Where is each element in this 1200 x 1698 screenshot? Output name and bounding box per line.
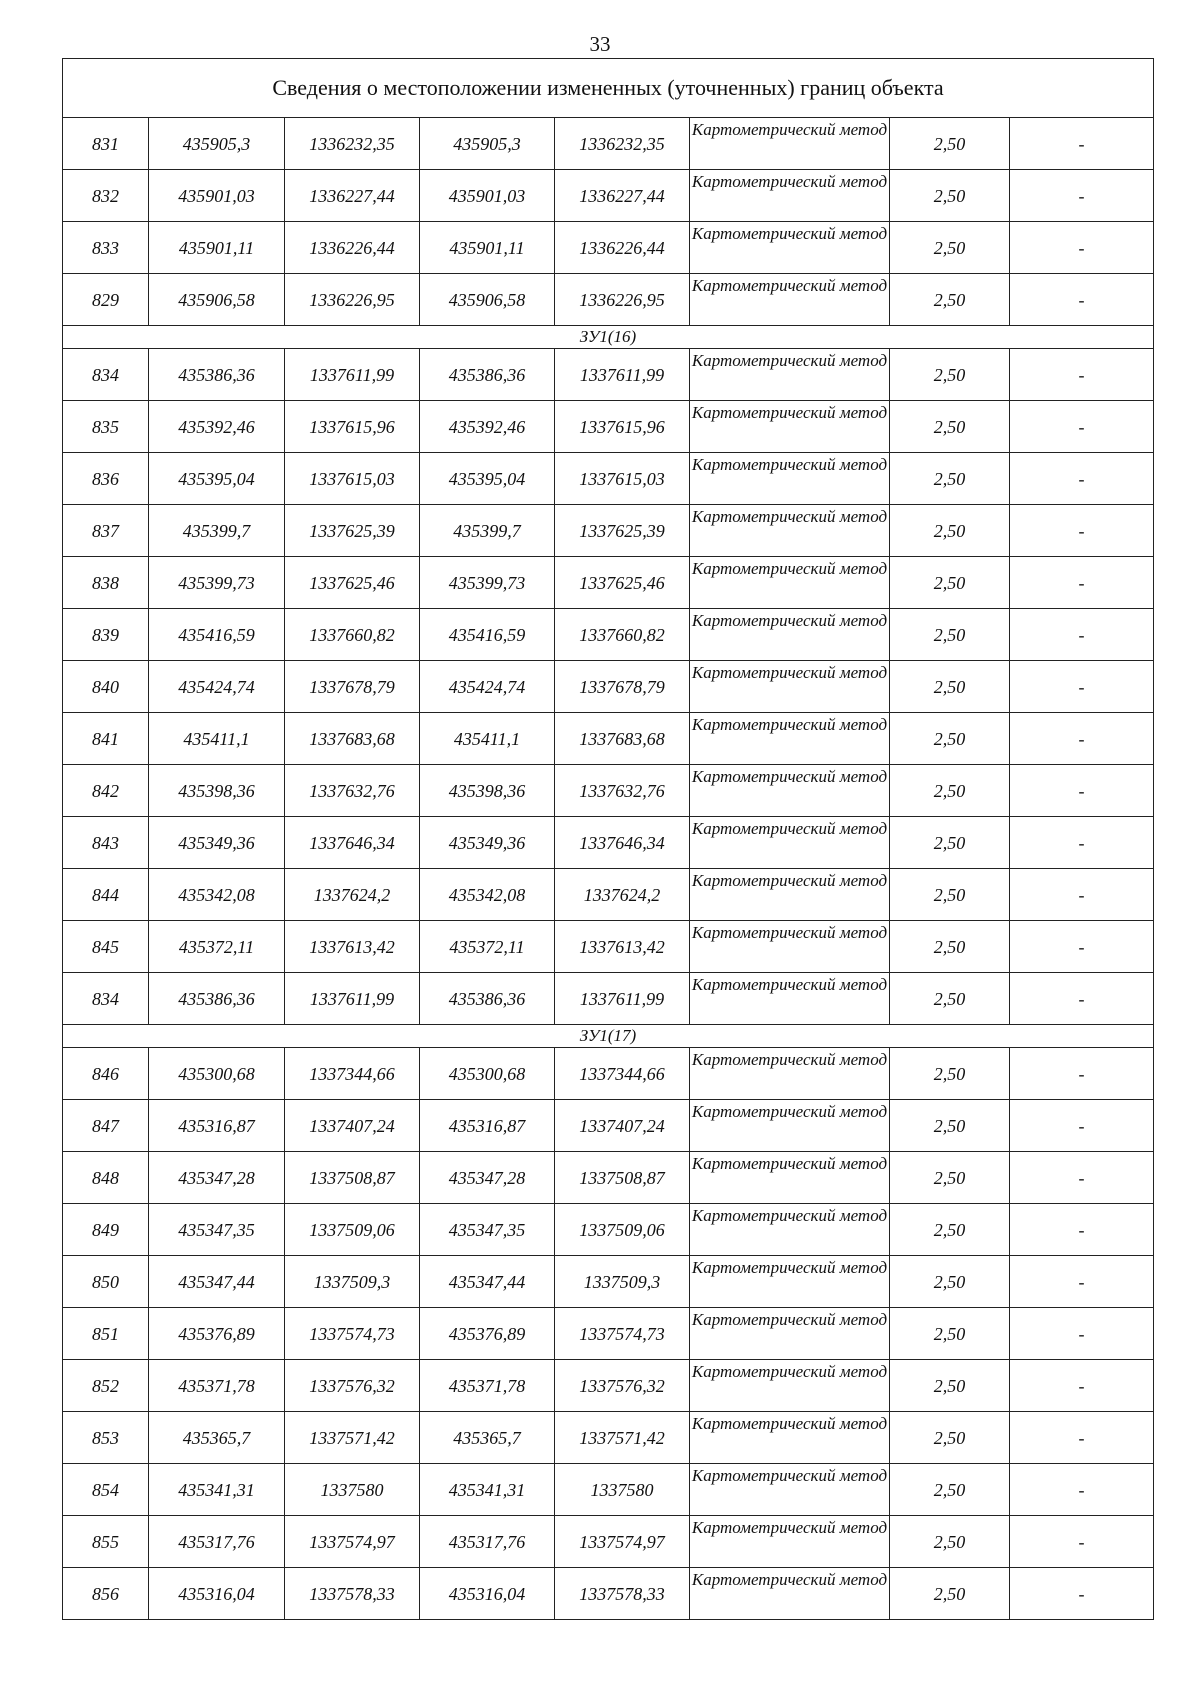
description-cell: -: [1010, 118, 1154, 170]
point-number-cell: 840: [63, 661, 149, 713]
table-row: [63, 170, 1154, 222]
description-cell: -: [1010, 453, 1154, 505]
table-row: [63, 557, 1154, 609]
table-row: [63, 274, 1154, 326]
accuracy-cell: 2,50: [890, 921, 1010, 973]
refined-y-cell: 1337683,68: [555, 713, 690, 765]
description-cell: -: [1010, 349, 1154, 401]
refined-y-cell: 1337407,24: [555, 1100, 690, 1152]
accuracy-cell: 2,50: [890, 869, 1010, 921]
accuracy-cell: 2,50: [890, 1360, 1010, 1412]
refined-x-cell: 435316,87: [420, 1100, 555, 1152]
refined-x-cell: 435317,76: [420, 1516, 555, 1568]
refined-y-cell: 1337624,2: [555, 869, 690, 921]
point-number-cell: 833: [63, 222, 149, 274]
table-row: [63, 1568, 1154, 1620]
method-cell: Картометрический метод: [690, 453, 890, 505]
refined-x-cell: 435347,44: [420, 1256, 555, 1308]
method-cell: Картометрический метод: [690, 274, 890, 326]
existing-y-cell: 1337574,73: [285, 1308, 420, 1360]
description-cell: -: [1010, 973, 1154, 1025]
refined-y-cell: 1337646,34: [555, 817, 690, 869]
table-row: [63, 1048, 1154, 1100]
description-cell: -: [1010, 1152, 1154, 1204]
table-row: [63, 661, 1154, 713]
existing-x-cell: 435906,58: [149, 274, 285, 326]
table-row: [63, 765, 1154, 817]
existing-y-cell: 1337580: [285, 1464, 420, 1516]
existing-y-cell: 1337611,99: [285, 349, 420, 401]
refined-y-cell: 1337660,82: [555, 609, 690, 661]
accuracy-cell: 2,50: [890, 118, 1010, 170]
refined-y-cell: 1337632,76: [555, 765, 690, 817]
table-row: [63, 973, 1154, 1025]
description-cell: -: [1010, 222, 1154, 274]
refined-x-cell: 435906,58: [420, 274, 555, 326]
accuracy-cell: 2,50: [890, 557, 1010, 609]
table-row: [63, 1308, 1154, 1360]
existing-y-cell: 1337632,76: [285, 765, 420, 817]
table-row: [63, 222, 1154, 274]
existing-x-cell: 435376,89: [149, 1308, 285, 1360]
refined-x-cell: 435349,36: [420, 817, 555, 869]
existing-x-cell: 435386,36: [149, 349, 285, 401]
table-row: [63, 118, 1154, 170]
existing-x-cell: 435372,11: [149, 921, 285, 973]
table-row: [63, 1100, 1154, 1152]
method-cell: Картометрический метод: [690, 1048, 890, 1100]
point-number-cell: 855: [63, 1516, 149, 1568]
description-cell: -: [1010, 1100, 1154, 1152]
page-number: 33: [589, 32, 611, 56]
existing-y-cell: 1337578,33: [285, 1568, 420, 1620]
existing-x-cell: 435392,46: [149, 401, 285, 453]
accuracy-cell: 2,50: [890, 453, 1010, 505]
refined-x-cell: 435300,68: [420, 1048, 555, 1100]
refined-x-cell: 435371,78: [420, 1360, 555, 1412]
table-row: [63, 1360, 1154, 1412]
method-cell: Картометрический метод: [690, 817, 890, 869]
accuracy-cell: 2,50: [890, 609, 1010, 661]
method-cell: Картометрический метод: [690, 1360, 890, 1412]
refined-y-cell: 1337580: [555, 1464, 690, 1516]
method-cell: Картометрический метод: [690, 1256, 890, 1308]
refined-y-cell: 1337571,42: [555, 1412, 690, 1464]
accuracy-cell: 2,50: [890, 1412, 1010, 1464]
existing-x-cell: 435901,11: [149, 222, 285, 274]
method-cell: Картометрический метод: [690, 1516, 890, 1568]
accuracy-cell: 2,50: [890, 973, 1010, 1025]
method-cell: Картометрический метод: [690, 1152, 890, 1204]
method-cell: Картометрический метод: [690, 1308, 890, 1360]
method-cell: Картометрический метод: [690, 118, 890, 170]
method-cell: Картометрический метод: [690, 1464, 890, 1516]
existing-y-cell: 1337613,42: [285, 921, 420, 973]
refined-x-cell: 435347,35: [420, 1204, 555, 1256]
existing-x-cell: 435399,73: [149, 557, 285, 609]
existing-y-cell: 1337574,97: [285, 1516, 420, 1568]
point-number-cell: 854: [63, 1464, 149, 1516]
description-cell: -: [1010, 869, 1154, 921]
table-row: [63, 609, 1154, 661]
accuracy-cell: 2,50: [890, 713, 1010, 765]
point-number-cell: 841: [63, 713, 149, 765]
existing-y-cell: 1336226,44: [285, 222, 420, 274]
method-cell: Картометрический метод: [690, 661, 890, 713]
refined-y-cell: 1337611,99: [555, 973, 690, 1025]
refined-y-cell: 1337613,42: [555, 921, 690, 973]
table-row: [63, 817, 1154, 869]
description-cell: -: [1010, 765, 1154, 817]
point-number-cell: 836: [63, 453, 149, 505]
refined-x-cell: 435347,28: [420, 1152, 555, 1204]
refined-x-cell: 435416,59: [420, 609, 555, 661]
description-cell: -: [1010, 170, 1154, 222]
point-number-cell: 845: [63, 921, 149, 973]
existing-y-cell: 1337625,39: [285, 505, 420, 557]
existing-x-cell: 435349,36: [149, 817, 285, 869]
point-number-cell: 856: [63, 1568, 149, 1620]
accuracy-cell: 2,50: [890, 1568, 1010, 1620]
accuracy-cell: 2,50: [890, 1464, 1010, 1516]
table-row: [63, 1204, 1154, 1256]
point-number-cell: 851: [63, 1308, 149, 1360]
point-number-cell: 831: [63, 118, 149, 170]
point-number-cell: 846: [63, 1048, 149, 1100]
refined-x-cell: 435399,73: [420, 557, 555, 609]
existing-x-cell: 435316,87: [149, 1100, 285, 1152]
description-cell: -: [1010, 401, 1154, 453]
existing-y-cell: 1337615,03: [285, 453, 420, 505]
accuracy-cell: 2,50: [890, 349, 1010, 401]
point-number-cell: 853: [63, 1412, 149, 1464]
refined-x-cell: 435386,36: [420, 973, 555, 1025]
refined-y-cell: 1337615,96: [555, 401, 690, 453]
accuracy-cell: 2,50: [890, 505, 1010, 557]
existing-y-cell: 1337508,87: [285, 1152, 420, 1204]
accuracy-cell: 2,50: [890, 765, 1010, 817]
accuracy-cell: 2,50: [890, 274, 1010, 326]
refined-y-cell: 1337509,06: [555, 1204, 690, 1256]
table-row: [63, 1516, 1154, 1568]
method-cell: Картометрический метод: [690, 713, 890, 765]
point-number-cell: 832: [63, 170, 149, 222]
section-header-row: [63, 326, 1154, 349]
point-number-cell: 834: [63, 973, 149, 1025]
accuracy-cell: 2,50: [890, 1100, 1010, 1152]
description-cell: -: [1010, 1204, 1154, 1256]
existing-y-cell: 1337509,3: [285, 1256, 420, 1308]
accuracy-cell: 2,50: [890, 817, 1010, 869]
description-cell: -: [1010, 713, 1154, 765]
accuracy-cell: 2,50: [890, 1308, 1010, 1360]
existing-y-cell: 1337678,79: [285, 661, 420, 713]
refined-y-cell: 1337576,32: [555, 1360, 690, 1412]
method-cell: Картометрический метод: [690, 1100, 890, 1152]
point-number-cell: 837: [63, 505, 149, 557]
method-cell: Картометрический метод: [690, 557, 890, 609]
method-cell: Картометрический метод: [690, 401, 890, 453]
description-cell: -: [1010, 1412, 1154, 1464]
existing-y-cell: 1337576,32: [285, 1360, 420, 1412]
existing-y-cell: 1337344,66: [285, 1048, 420, 1100]
table-row: [63, 1152, 1154, 1204]
existing-x-cell: 435347,35: [149, 1204, 285, 1256]
refined-x-cell: 435901,11: [420, 222, 555, 274]
point-number-cell: 829: [63, 274, 149, 326]
table-title: Сведения о местоположении измененных (уточненных) границ объекта: [63, 59, 1154, 118]
table-title-row: [63, 59, 1154, 118]
point-number-cell: 849: [63, 1204, 149, 1256]
accuracy-cell: 2,50: [890, 661, 1010, 713]
description-cell: -: [1010, 921, 1154, 973]
accuracy-cell: 2,50: [890, 1256, 1010, 1308]
refined-x-cell: 435905,3: [420, 118, 555, 170]
refined-y-cell: 1337574,97: [555, 1516, 690, 1568]
refined-x-cell: 435395,04: [420, 453, 555, 505]
table-row: [63, 869, 1154, 921]
existing-x-cell: 435317,76: [149, 1516, 285, 1568]
accuracy-cell: 2,50: [890, 222, 1010, 274]
existing-x-cell: 435341,31: [149, 1464, 285, 1516]
section-header-row: [63, 1025, 1154, 1048]
refined-x-cell: 435386,36: [420, 349, 555, 401]
refined-y-cell: 1337611,99: [555, 349, 690, 401]
refined-x-cell: 435372,11: [420, 921, 555, 973]
refined-x-cell: 435392,46: [420, 401, 555, 453]
description-cell: -: [1010, 1360, 1154, 1412]
description-cell: -: [1010, 505, 1154, 557]
description-cell: -: [1010, 274, 1154, 326]
method-cell: Картометрический метод: [690, 505, 890, 557]
existing-x-cell: 435395,04: [149, 453, 285, 505]
refined-y-cell: 1337678,79: [555, 661, 690, 713]
existing-x-cell: 435371,78: [149, 1360, 285, 1412]
description-cell: -: [1010, 1308, 1154, 1360]
description-cell: -: [1010, 1048, 1154, 1100]
description-cell: -: [1010, 609, 1154, 661]
refined-x-cell: 435316,04: [420, 1568, 555, 1620]
point-number-cell: 848: [63, 1152, 149, 1204]
existing-x-cell: 435905,3: [149, 118, 285, 170]
section-label: ЗУ1(17): [63, 1025, 1154, 1048]
accuracy-cell: 2,50: [890, 1048, 1010, 1100]
refined-y-cell: 1337625,46: [555, 557, 690, 609]
method-cell: Картометрический метод: [690, 921, 890, 973]
table-row: [63, 505, 1154, 557]
existing-y-cell: 1337646,34: [285, 817, 420, 869]
refined-x-cell: 435341,31: [420, 1464, 555, 1516]
method-cell: Картометрический метод: [690, 869, 890, 921]
existing-y-cell: 1337509,06: [285, 1204, 420, 1256]
description-cell: -: [1010, 1516, 1154, 1568]
table-row: [63, 401, 1154, 453]
description-cell: -: [1010, 817, 1154, 869]
existing-y-cell: 1337611,99: [285, 973, 420, 1025]
table-row: [63, 349, 1154, 401]
refined-y-cell: 1337578,33: [555, 1568, 690, 1620]
boundary-coordinates-table: [62, 58, 1154, 1620]
description-cell: -: [1010, 557, 1154, 609]
point-number-cell: 843: [63, 817, 149, 869]
existing-x-cell: 435399,7: [149, 505, 285, 557]
refined-x-cell: 435424,74: [420, 661, 555, 713]
point-number-cell: 839: [63, 609, 149, 661]
accuracy-cell: 2,50: [890, 170, 1010, 222]
refined-y-cell: 1337509,3: [555, 1256, 690, 1308]
existing-x-cell: 435347,28: [149, 1152, 285, 1204]
existing-x-cell: 435386,36: [149, 973, 285, 1025]
existing-y-cell: 1337615,96: [285, 401, 420, 453]
existing-y-cell: 1337660,82: [285, 609, 420, 661]
point-number-cell: 834: [63, 349, 149, 401]
description-cell: -: [1010, 1256, 1154, 1308]
method-cell: Картометрический метод: [690, 609, 890, 661]
existing-y-cell: 1337624,2: [285, 869, 420, 921]
accuracy-cell: 2,50: [890, 1516, 1010, 1568]
accuracy-cell: 2,50: [890, 401, 1010, 453]
existing-x-cell: 435365,7: [149, 1412, 285, 1464]
table-row: [63, 921, 1154, 973]
existing-y-cell: 1337407,24: [285, 1100, 420, 1152]
existing-y-cell: 1337571,42: [285, 1412, 420, 1464]
existing-y-cell: 1336227,44: [285, 170, 420, 222]
refined-y-cell: 1337508,87: [555, 1152, 690, 1204]
point-number-cell: 852: [63, 1360, 149, 1412]
existing-y-cell: 1336232,35: [285, 118, 420, 170]
refined-x-cell: 435901,03: [420, 170, 555, 222]
method-cell: Картометрический метод: [690, 170, 890, 222]
refined-y-cell: 1336232,35: [555, 118, 690, 170]
table-body: [63, 59, 1154, 1620]
refined-y-cell: 1336226,95: [555, 274, 690, 326]
point-number-cell: 850: [63, 1256, 149, 1308]
existing-y-cell: 1336226,95: [285, 274, 420, 326]
refined-x-cell: 435342,08: [420, 869, 555, 921]
table-row: [63, 713, 1154, 765]
existing-x-cell: 435424,74: [149, 661, 285, 713]
description-cell: -: [1010, 661, 1154, 713]
method-cell: Картометрический метод: [690, 973, 890, 1025]
method-cell: Картометрический метод: [690, 349, 890, 401]
refined-x-cell: 435365,7: [420, 1412, 555, 1464]
point-number-cell: 835: [63, 401, 149, 453]
refined-y-cell: 1337574,73: [555, 1308, 690, 1360]
existing-x-cell: 435901,03: [149, 170, 285, 222]
existing-x-cell: 435411,1: [149, 713, 285, 765]
existing-x-cell: 435300,68: [149, 1048, 285, 1100]
table-row: [63, 1256, 1154, 1308]
refined-x-cell: 435411,1: [420, 713, 555, 765]
point-number-cell: 838: [63, 557, 149, 609]
refined-x-cell: 435376,89: [420, 1308, 555, 1360]
refined-y-cell: 1337615,03: [555, 453, 690, 505]
existing-x-cell: 435316,04: [149, 1568, 285, 1620]
existing-x-cell: 435416,59: [149, 609, 285, 661]
method-cell: Картометрический метод: [690, 1568, 890, 1620]
existing-x-cell: 435398,36: [149, 765, 285, 817]
table-row: [63, 453, 1154, 505]
accuracy-cell: 2,50: [890, 1204, 1010, 1256]
point-number-cell: 847: [63, 1100, 149, 1152]
refined-y-cell: 1337625,39: [555, 505, 690, 557]
description-cell: -: [1010, 1464, 1154, 1516]
existing-y-cell: 1337625,46: [285, 557, 420, 609]
description-cell: -: [1010, 1568, 1154, 1620]
refined-y-cell: 1337344,66: [555, 1048, 690, 1100]
refined-x-cell: 435398,36: [420, 765, 555, 817]
refined-y-cell: 1336226,44: [555, 222, 690, 274]
method-cell: Картометрический метод: [690, 1412, 890, 1464]
method-cell: Картометрический метод: [690, 222, 890, 274]
refined-y-cell: 1336227,44: [555, 170, 690, 222]
accuracy-cell: 2,50: [890, 1152, 1010, 1204]
table-row: [63, 1464, 1154, 1516]
existing-y-cell: 1337683,68: [285, 713, 420, 765]
existing-x-cell: 435342,08: [149, 869, 285, 921]
refined-x-cell: 435399,7: [420, 505, 555, 557]
point-number-cell: 844: [63, 869, 149, 921]
point-number-cell: 842: [63, 765, 149, 817]
method-cell: Картометрический метод: [690, 765, 890, 817]
section-label: ЗУ1(16): [63, 326, 1154, 349]
existing-x-cell: 435347,44: [149, 1256, 285, 1308]
method-cell: Картометрический метод: [690, 1204, 890, 1256]
table-row: [63, 1412, 1154, 1464]
